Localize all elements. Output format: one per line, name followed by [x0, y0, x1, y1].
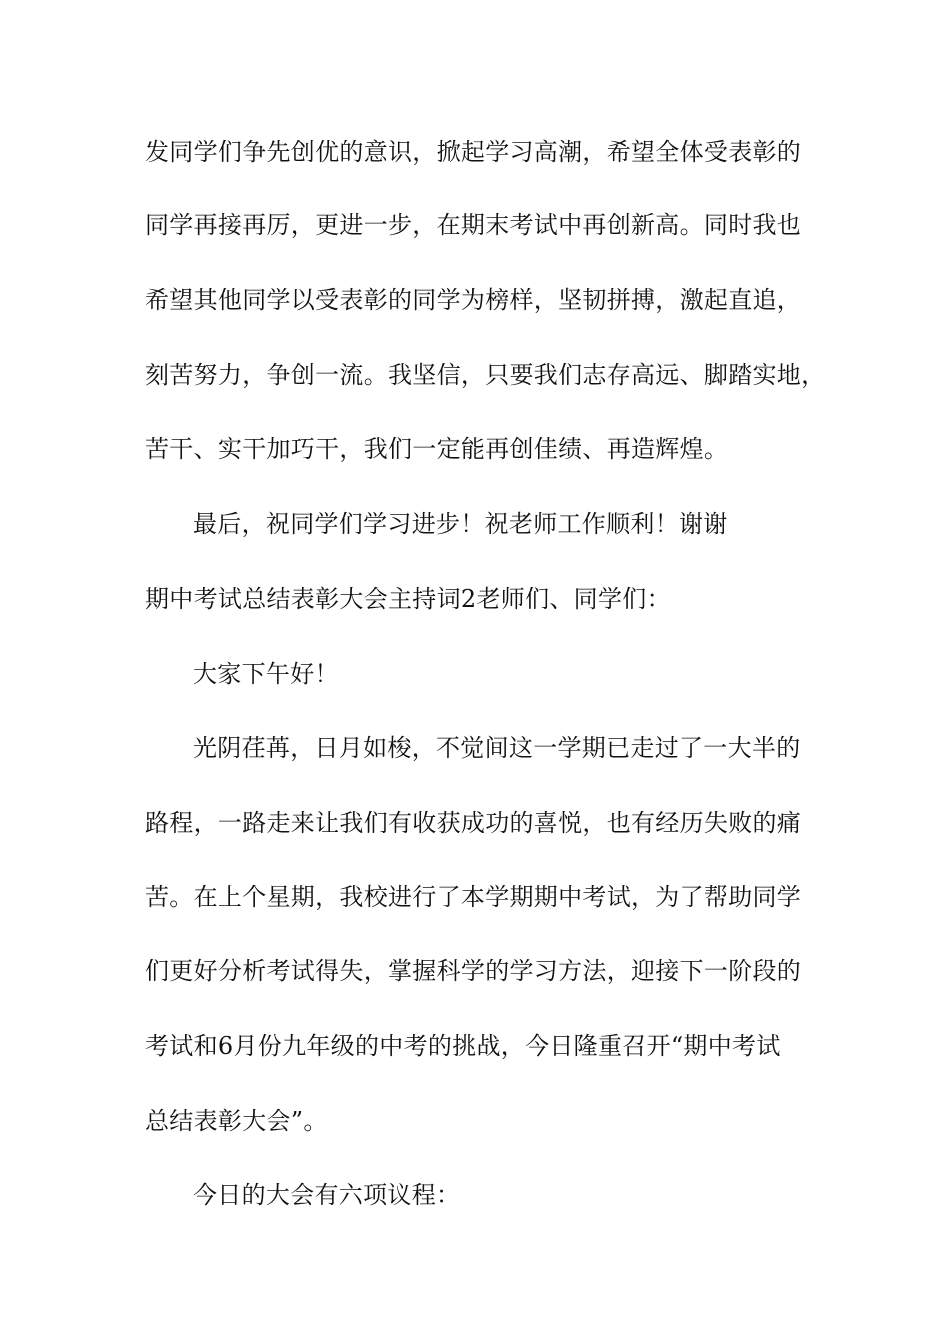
paragraph-line: 发同学们争先创优的意识，掀起学习高潮，希望全体受表彰的: [145, 138, 802, 166]
paragraph-line: 苦。在上个星期，我校进行了本学期期中考试，为了帮助同学: [145, 883, 802, 911]
paragraph-line: 希望其他同学以受表彰的同学为榜样，坚韧拼搏，激起直追，: [145, 286, 802, 314]
paragraph-line: 光阴荏苒，日月如梭，不觉间这一学期已走过了一大半的: [193, 734, 801, 762]
paragraph-line: 同学再接再厉，更进一步，在期末考试中再创新高。同时我也: [145, 211, 802, 239]
paragraph-line: 刻苦努力，争创一流。我坚信，只要我们志存高远、脚踏实地，: [145, 361, 826, 389]
paragraph-line: 们更好分析考试得失，掌握科学的学习方法，迎接下一阶段的: [145, 957, 802, 985]
heading-line: 期中考试总结表彰大会主持词2老师们、同学们：: [145, 585, 671, 613]
paragraph-line: 苦干、实干加巧干，我们一定能再创佳绩、再造辉煌。: [145, 435, 729, 463]
paragraph-line: 路程，一路走来让我们有收获成功的喜悦，也有经历失败的痛: [145, 809, 802, 837]
paragraph-line: 最后，祝同学们学习进步！祝老师工作顺利！谢谢: [193, 510, 728, 538]
paragraph-line: 考试和6月份九年级的中考的挑战，今日隆重召开“期中考试: [145, 1032, 781, 1060]
greeting-line: 大家下午好！: [193, 660, 339, 688]
paragraph-line: 总结表彰大会”。: [145, 1107, 328, 1135]
paragraph-line: 今日的大会有六项议程：: [193, 1181, 461, 1209]
